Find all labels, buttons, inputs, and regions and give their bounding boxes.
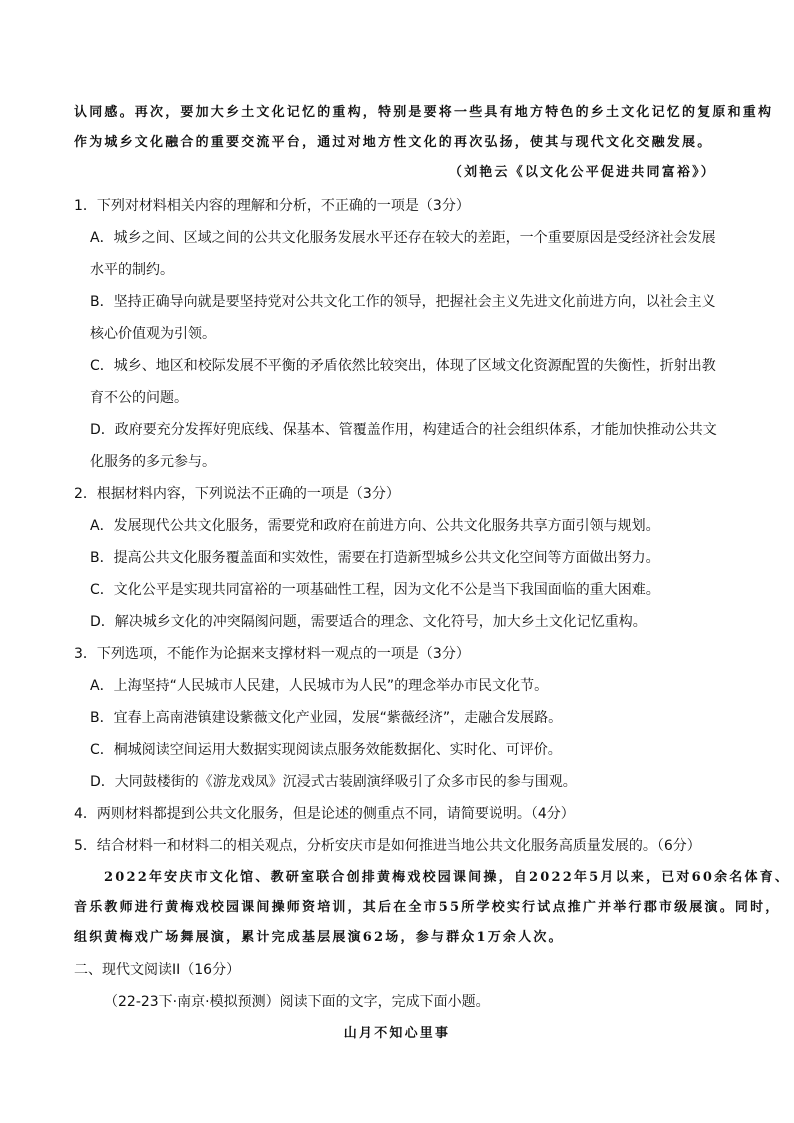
- intro-source: （刘艳云《以文化公平促进共同富裕》）: [448, 165, 716, 180]
- material-line-3: 组织黄梅戏广场舞展演，累计完成基层展演62场，参与群众1万余人次。: [74, 930, 564, 945]
- q1-option-c-line2: 育不公的问题。: [90, 390, 188, 406]
- q2-option-a: A．发展现代公共文化服务，需要党和政府在前进方向、公共文化服务共享方面引领与规划。: [90, 518, 660, 534]
- q1-option-b-line1: B．坚持正确导向就是要坚持党对公共文化工作的领导，把握社会主义先进文化前进方向，以社会主义: [90, 294, 716, 310]
- question-5-stem: 5．结合材料一和材料二的相关观点，分析安庆市是如何推进当地公共文化服务高质量发展的。（6分）: [74, 838, 701, 854]
- q2-option-b: B．提高公共文化服务覆盖面和实效性，需要在打造新型城乡公共文化空间等方面做出努力。: [90, 550, 660, 566]
- q1-option-d-line1: D．政府要充分发挥好兜底线、保基本、管覆盖作用，构建适合的社会组织体系，才能加快推动公共文: [90, 422, 717, 438]
- question-2-stem: 2．根据材料内容，下列说法不正确的一项是（3分）: [74, 486, 400, 502]
- section-2-instruction: （22-23下·南京·模拟预测）阅读下面的文字，完成下面小题。: [104, 994, 490, 1010]
- q1-option-d-line2: 化服务的多元参与。: [90, 454, 216, 470]
- material-line-1: 2022年安庆市文化馆、教研室联合创排黄梅戏校园课间操，自2022年5月以来，已对60余名体育、: [104, 870, 791, 885]
- q2-option-d: D．解决城乡文化的冲突隔阂问题，需要适合的理念、文化符号，加大乡土文化记忆重构。: [90, 614, 647, 630]
- section-2-heading: 二、现代文阅读II（16分）: [74, 962, 241, 978]
- article-title: 山月不知心里事: [343, 1026, 451, 1041]
- q3-option-b: B．宜春上高南港镇建设紫薇文化产业园，发展“紫薇经济”，走融合发展路。: [90, 710, 563, 726]
- q2-option-c: C．文化公平是实现共同富裕的一项基础性工程，因为文化不公是当下我国面临的重大困难。: [90, 582, 660, 598]
- material-line-2: 音乐教师进行黄梅戏校园课间操师资培训，其后在全市55所学校实行试点推广并举行郡市级展演。同时，: [74, 900, 781, 915]
- q3-option-a: A．上海坚持“人民城市人民建，人民城市为人民”的理念举办市民文化节。: [90, 678, 549, 694]
- question-1-stem: 1．下列对材料相关内容的理解和分析，不正确的一项是（3分）: [74, 198, 470, 214]
- q3-option-c: C．桐城阅读空间运用大数据实现阅读点服务效能数据化、实时化、可评价。: [90, 742, 562, 758]
- question-3-stem: 3．下列选项，不能作为论据来支撑材料一观点的一项是（3分）: [74, 646, 470, 662]
- q1-option-a-line2: 水平的制约。: [90, 262, 174, 278]
- q1-option-a-line1: A．城乡之间、区域之间的公共文化服务发展水平还存在较大的差距，一个重要原因是受经济社会发展: [90, 230, 716, 246]
- intro-line-2: 作为城乡文化融合的重要交流平台，通过对地方性文化的再次弘扬，使其与现代文化交融发展。: [74, 135, 713, 150]
- question-4-stem: 4．两则材料都提到公共文化服务，但是论述的侧重点不同，请简要说明。（4分）: [74, 806, 575, 822]
- intro-line-1: 认同感。再次，要加大乡土文化记忆的重构，特别是要将一些具有地方特色的乡土文化记忆的复原和重构: [74, 105, 774, 120]
- q1-option-b-line2: 核心价值观为引领。: [90, 326, 216, 342]
- q3-option-d: D．大同鼓楼街的《游龙戏凤》沉浸式古装剧演绎吸引了众多市民的参与围观。: [90, 774, 577, 790]
- q1-option-c-line1: C．城乡、地区和校际发展不平衡的矛盾依然比较突出，体现了区域文化资源配置的失衡性，折射出教: [90, 358, 716, 374]
